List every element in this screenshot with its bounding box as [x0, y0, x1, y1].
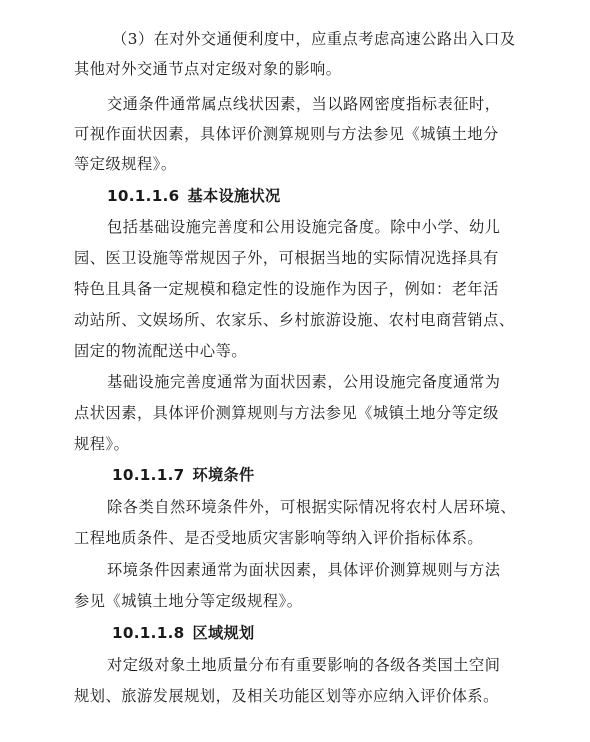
paragraph-line: 等定级规程》。 — [74, 155, 177, 173]
section-title: 环境条件 — [192, 466, 255, 484]
paragraph-line: 园、医卫设施等常规因子外，可根据当地的实际情况选择具有 — [74, 249, 499, 267]
paragraph-line: 规程》。 — [74, 435, 130, 453]
paragraph-line: 可视作面状因素，具体评价测算规则与方法参见《城镇土地分 — [74, 125, 499, 143]
section-number: 10.1.1.8 — [112, 624, 185, 642]
paragraph-line: 环境条件因素通常为面状因素，具体评价测算规则与方法 — [107, 561, 501, 579]
paragraph-line: 点状因素，具体评价测算规则与方法参见《城镇土地分等定级 — [74, 404, 499, 422]
section-number: 10.1.1.7 — [112, 466, 185, 484]
paragraph-line: （3）在对外交通便利度中，应重点考虑高速公路出入口及 — [112, 30, 516, 48]
section-heading — [112, 623, 255, 643]
paragraph-line: 交通条件通常属点线状因素，当以路网密度指标表征时， — [107, 95, 501, 113]
paragraph-line: 动站所、文娱场所、农家乐、乡村旅游设施、农村电商营销点、 — [74, 311, 515, 329]
paragraph-line: 规划、旅游发展规划，及相关功能区划等亦应纳入评价体系。 — [74, 687, 499, 705]
section-number: 10.1.1.6 — [107, 187, 180, 205]
paragraph-line: 对定级对象土地质量分布有重要影响的各级各类国土空间 — [107, 656, 501, 674]
paragraph-line: 特色且具备一定规模和稳定性的设施作为因子，例如：老年活 — [74, 280, 499, 298]
section-title: 区域规划 — [192, 624, 255, 642]
paragraph-line: 固定的物流配送中心等。 — [74, 342, 248, 360]
section-heading — [107, 186, 280, 206]
section-heading — [112, 465, 255, 485]
paragraph-line: 其他对外交通节点对定级对象的影响。 — [74, 60, 342, 78]
section-title: 基本设施状况 — [187, 187, 281, 205]
paragraph-line: 包括基础设施完善度和公用设施完备度。除中小学、幼儿 — [107, 218, 501, 236]
paragraph-line: 除各类自然环境条件外，可根据实际情况将农村人居环境、 — [107, 498, 517, 516]
paragraph-line: 参见《城镇土地分等定级规程》。 — [74, 592, 303, 610]
paragraph-line: 基础设施完善度通常为面状因素，公用设施完备度通常为 — [107, 373, 501, 391]
paragraph-line: 工程地质条件、是否受地质灾害影响等纳入评价指标体系。 — [74, 529, 484, 547]
